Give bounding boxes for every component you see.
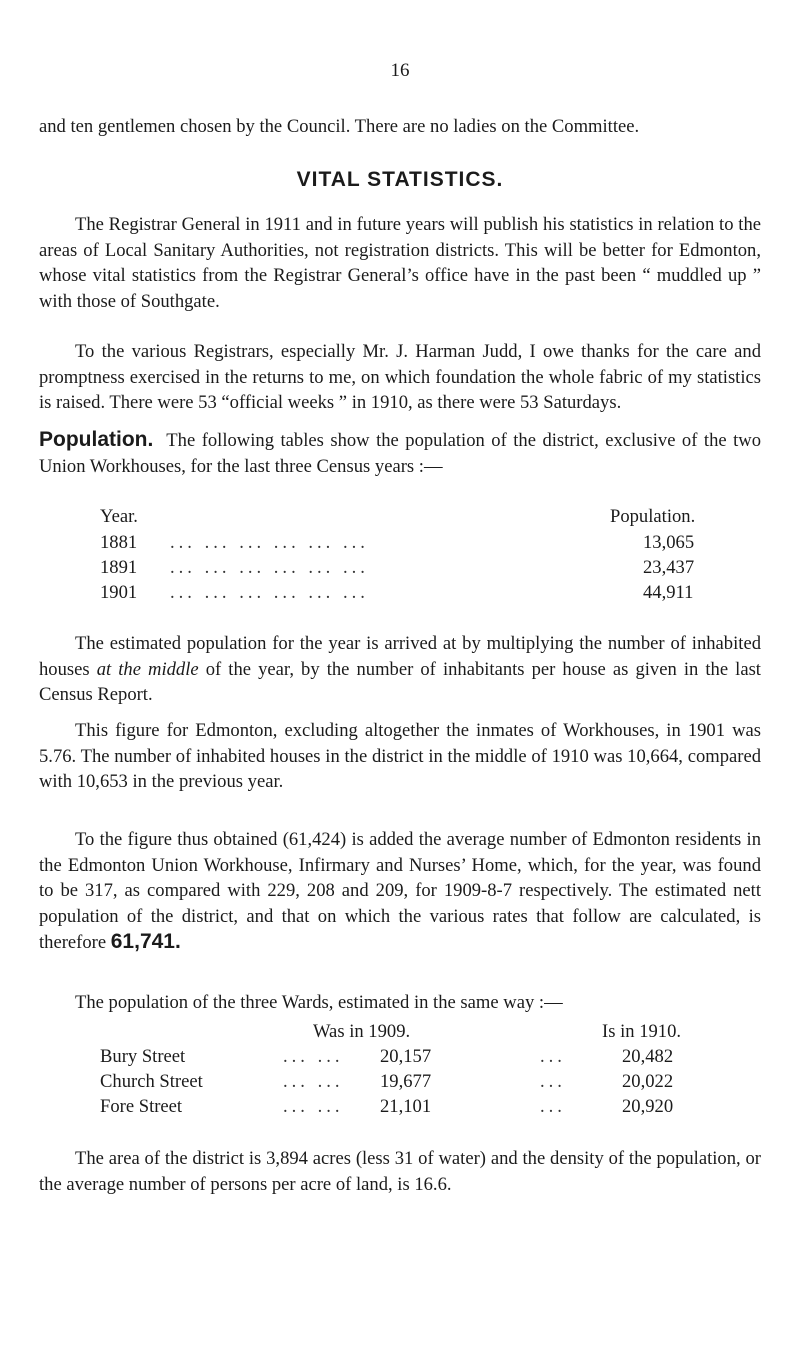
paragraph-workhouse	[39, 827, 761, 956]
census-year-header: Year.	[100, 506, 138, 527]
ward-1909: 21,101	[380, 1096, 432, 1117]
ward-1910: 20,482	[622, 1046, 674, 1067]
paragraph-registrar-general: The Registrar General in 1911 and in future years will publish his statistics in relation to the areas of Local Sanitary Authorities, not registration districts. This will be better for Edmonton, whose vital statistics from the Registrar General’s office have in the past been “ muddled up ” with those of Southgate.	[39, 214, 761, 312]
census-population: 23,437	[643, 557, 695, 578]
leader-dots: ... ...	[283, 1071, 344, 1092]
census-year: 1901	[100, 582, 138, 603]
leader-dots: ... ... ... ... ... ...	[170, 532, 369, 553]
ward-name: Bury Street	[100, 1046, 186, 1067]
population-intro-text: The following tables show the population of the district, exclusive of the two Union Workhouses, for the last three Census years :—	[39, 430, 761, 477]
population-heading: Population.	[39, 428, 154, 451]
ward-1909: 19,677	[380, 1071, 432, 1092]
paragraph-estimated	[39, 631, 761, 708]
paragraph-wards-intro: The population of the three Wards, estimated in the same way :—	[75, 992, 563, 1013]
ward-name: Church Street	[100, 1071, 203, 1092]
census-population: 13,065	[643, 532, 695, 553]
census-population: 44,911	[643, 582, 694, 603]
leader-dots: ... ... ... ... ... ...	[170, 582, 369, 603]
population-total: 61,741.	[110, 930, 181, 953]
paragraph-figure: This figure for Edmonton, excluding altogether the inmates of Workhouses, in 1901 was 5.76. The number of inhabited houses in the district in the middle of 1910 was 10,664, compared with 10,653 in the previous year.	[39, 720, 761, 792]
leader-dots: ... ...	[283, 1046, 344, 1067]
census-year: 1881	[100, 532, 138, 553]
page-number: 16	[390, 60, 410, 81]
wards-header-1909: Was in 1909.	[313, 1021, 411, 1042]
paragraph-area: The area of the district is 3,894 acres (less 31 of water) and the density of the population, or the average number of persons per acre of land, is 16.6.	[39, 1148, 761, 1195]
leader-dots: ...	[540, 1046, 566, 1067]
estimated-text-1: The estimated population for the year is arrived at by multiplying the number of inhabited houses	[39, 633, 761, 680]
leader-dots: ... ... ... ... ... ...	[170, 557, 369, 578]
leader-dots: ...	[540, 1071, 566, 1092]
leader-dots: ...	[540, 1096, 566, 1117]
ward-1910: 20,920	[622, 1096, 674, 1117]
ward-1909: 20,157	[380, 1046, 432, 1067]
census-year: 1891	[100, 557, 138, 578]
ward-1910: 20,022	[622, 1071, 674, 1092]
paragraph-committee: and ten gentlemen chosen by the Council. There are no ladies on the Committee.	[39, 116, 640, 137]
wards-header-1910: Is in 1910.	[602, 1021, 682, 1042]
section-heading: VITAL STATISTICS.	[296, 168, 504, 191]
workhouse-text: To the figure thus obtained (61,424) is added the average number of Edmonton residents in the Edmonton Union Workhouse, Infirmary and Nurses’ Home, which, for the year, was found to be 317, as compared with 229, 208 and 209, for 1909-8-7 respectively. The estimated nett population of the district, and that on which the various rates that follow are calculated, is therefore	[39, 829, 761, 953]
census-population-header: Population.	[610, 506, 696, 527]
paragraph-registrars: To the various Registrars, especially Mr. J. Harman Judd, I owe thanks for the care and promptness exercised in the returns to me, on which foundation the whole fabric of my statistics is raised. There were 53 “official weeks ” in 1910, as there were 53 Saturdays.	[39, 341, 761, 413]
estimated-text-2: of the year, by the number of inhabitants per house as given in the last Census Report.	[39, 658, 761, 705]
leader-dots: ... ...	[283, 1096, 344, 1117]
ward-name: Fore Street	[100, 1096, 183, 1117]
paragraph-population-intro	[39, 427, 761, 479]
estimated-emphasis: at the middle	[96, 658, 199, 680]
